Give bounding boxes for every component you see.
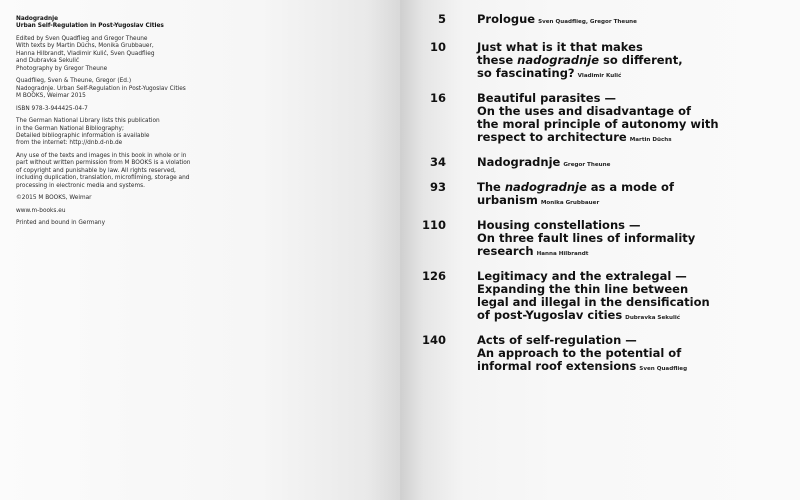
toc-title-line: Just what is it that makes [477, 40, 643, 54]
toc-title-line: urbanism [477, 193, 538, 207]
toc-title-line: so fascinating? [477, 66, 575, 80]
toc-page-number: 10 [429, 40, 446, 54]
toc-page-number: 140 [421, 333, 446, 347]
toc-page-number: 34 [429, 155, 446, 169]
toc-title-line: Prologue [477, 12, 536, 26]
toc-title [477, 156, 747, 172]
toc-author: Sven Quadflieg [639, 366, 688, 372]
toc-page-number: 16 [429, 91, 446, 105]
toc-page-number: 5 [437, 12, 446, 26]
website: www.m-books.eu [16, 207, 66, 214]
toc-title-line: research [477, 244, 534, 258]
toc-title-line: these nadogradnje so different, [477, 53, 683, 67]
toc-title [477, 219, 747, 261]
toc-author: Dubravka Sekulić [625, 315, 681, 321]
toc-title-line: informal roof extensions [477, 359, 637, 373]
toc-author: Martin Düchs [629, 137, 672, 143]
toc-title-line: An approach to the potential of [477, 346, 682, 360]
toc-author: Gregor Theune [563, 162, 611, 168]
toc-title-line: Expanding the thin line between [477, 282, 689, 296]
copyright: ©2015 M BOOKS, Weimar [16, 195, 92, 202]
toc-title-line: Housing constellations — [477, 218, 641, 232]
toc-title-line: Nadogradnje [477, 155, 561, 169]
toc-page-number: 93 [429, 180, 446, 194]
citation: Quadflieg, Sven & Theune, Gregor (Ed.) Nadogradnje. Urban Self-Regulation in Post-Yugoslav Cities M BOOKS, Weimar 2015 [16, 78, 186, 100]
toc-title [477, 334, 747, 376]
toc-title [477, 270, 747, 325]
rights-notice: Any use of the texts and images in this book in whole or in part without written permission from M BOOKS is a violation of copyright and punishable by law. All rights reserved, including duplication, translation, microfilming, storage and processing in electronic media and systems. [16, 153, 191, 189]
toc-title-line: On the uses and disadvantage of [477, 104, 691, 118]
toc-author: Monika Grubbauer [540, 200, 600, 206]
toc-title [477, 41, 747, 83]
toc-page-number: 126 [421, 269, 446, 283]
library-notice: The German National Library lists this publication in the German National Bibliography; Detailed bibliographic information is available from the internet: http://dnb.d-nb.de [16, 118, 160, 147]
toc-title-line: legal and illegal in the densification [477, 295, 710, 309]
toc-title-line: the moral principle of autonomy with [477, 117, 719, 131]
toc-title-line: Legitimacy and the extralegal — [477, 269, 687, 283]
toc-author: Sven Quadflieg, Gregor Theune [538, 19, 637, 25]
book-title-line2: Urban Self-Regulation in Post-Yugoslav Cities [16, 23, 164, 30]
toc-title-line: of post-Yugoslav cities [477, 308, 623, 322]
toc-page-number: 110 [421, 218, 446, 232]
toc-title [477, 92, 747, 147]
toc-author: Vladimir Kulić [577, 73, 622, 79]
credits: Edited by Sven Quadflieg and Gregor Theune With texts by Martin Düchs, Monika Grubbauer, Hanna Hilbrandt, Vladimir Kulić, Sven Quadflieg and Dubravka Sekulić Photography by Gregor Theune [16, 36, 155, 72]
isbn: ISBN 978-3-944425-04-7 [16, 105, 88, 112]
toc-title-line: The nadogradnje as a mode of [477, 180, 674, 194]
book-title-line1: Nadogradnje [16, 16, 59, 22]
book-title [16, 16, 246, 31]
toc-title-line: respect to architecture [477, 130, 627, 144]
colophon [16, 16, 246, 233]
printed-notice: Printed and bound in Germany [16, 220, 106, 227]
table-of-contents [400, 0, 800, 500]
toc-title [477, 13, 747, 29]
toc-title [477, 181, 747, 210]
toc-title-line: Acts of self-regulation — [477, 333, 637, 347]
toc-author: Hanna Hilbrandt [536, 251, 589, 257]
toc-title-line: On three fault lines of informality [477, 231, 696, 245]
toc-title-line: Beautiful parasites — [477, 91, 616, 105]
